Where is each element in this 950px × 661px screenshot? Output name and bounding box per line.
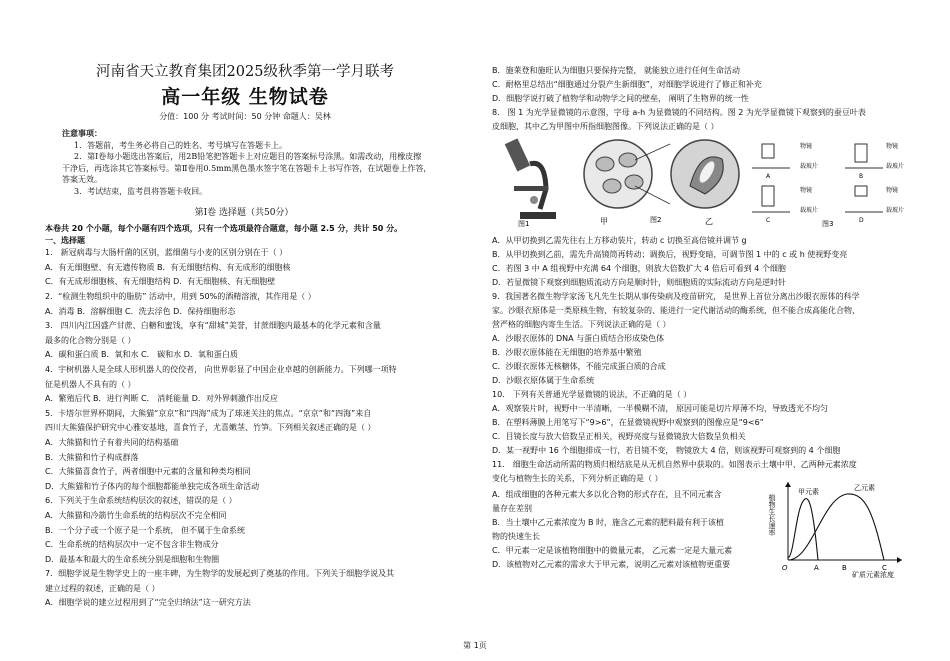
slide-label: 载玻片 bbox=[800, 207, 819, 214]
question-line: 4．宇树机器人是全球人形机器人的佼佼者， 向世界彰显了中国企业卓越的创新能力。下列哪一项特 bbox=[45, 364, 397, 374]
question-line: C．若图 3 中 A 组视野中充满 64 个细胞，则放大倍数扩大 4 倍后可看到 4 个细胞 bbox=[492, 264, 786, 273]
panel-d-label: D bbox=[859, 217, 864, 224]
graph-series-jia: 甲元素 bbox=[798, 488, 819, 496]
question-line: A．从甲切换到乙需先往右上方移动装片，转动 c 切换至高倍镜并调节 g bbox=[492, 236, 747, 245]
microscope-figures bbox=[500, 134, 905, 228]
question-line: D．该植物对乙元素的需求大于甲元素，说明乙元素对该植物更重要 bbox=[492, 560, 731, 569]
exam-meta: 分值：100 分 考试时间：50 分钟 命题人：吴林 bbox=[159, 112, 331, 121]
notice-item: 干净后，再选涂其它答案标号。第Ⅱ卷用0.5mm黑色墨水签字笔在答题卡上书写作答，在试题卷上作答， bbox=[62, 163, 432, 173]
graph-origin: O bbox=[782, 564, 788, 572]
question-line: 变化与植物生长的关系，下列分析正确的是（ ） bbox=[492, 474, 663, 483]
notice-item: 1．答题前，考生务必将自己的姓名、考号填写在答题卡上。 bbox=[74, 140, 288, 150]
question-line: C．甲元素一定是该植物细胞中的微量元素， 乙元素一定是大量元素 bbox=[492, 546, 733, 555]
slide-label: 载玻片 bbox=[886, 207, 905, 214]
question-line: A．细胞学说的建立过程用到了“完全归纳法”这一研究方法 bbox=[45, 598, 251, 608]
leaf-cells-diagram bbox=[584, 140, 739, 226]
question-line: D．沙眼衣原体属于生命系统 bbox=[492, 376, 595, 385]
right-question-list-mid bbox=[492, 234, 907, 486]
question-line: C．大熊猫喜食竹子，两者细胞中元素的含量和种类均相同 bbox=[45, 467, 251, 477]
question-line: B．施莱登和施旺认为细胞只要保持完整， 就能独立进行任何生命活动 bbox=[492, 66, 741, 75]
question-line: C．生命系统的结构层次中一定不包含非生物成分 bbox=[45, 540, 219, 550]
question-line: B．在塑料薄膜上用笔写下“9>6”，在显微镜视野中观察到的图像应是“9<6” bbox=[492, 418, 764, 427]
question-line: 2．“检测生物组织中的脂肪” 活动中，用到 50%的酒精溶液，其作用是（ ） bbox=[45, 292, 316, 302]
question-line: 9．我国著名微生物学家汤飞凡先生长期从事传染病及疫苗研究， 是世界上首位分离出沙眼衣原体的科学 bbox=[492, 292, 860, 301]
notice-item: 3．考试结束，监考員将答题卡收回。 bbox=[74, 186, 208, 196]
right-top bbox=[492, 64, 907, 134]
notice-item: 答案无效。 bbox=[62, 175, 102, 185]
question-line: 量存在差别 bbox=[492, 504, 532, 513]
question-line: 最多的化合物分别是（ ） bbox=[45, 335, 136, 345]
question-line: 11． 细胞生命活动所需的物质归根结底是从无机自然界中获取的。如图表示土壤中甲、乙两种元素浓度 bbox=[492, 460, 857, 469]
question-line: 5．卡塔尔世界杯期间，大熊猫“京京”和“四海”成为了球迷关注的焦点。“京京”和“四海”来自 bbox=[45, 408, 372, 418]
right-question-list-top bbox=[492, 64, 907, 134]
slide-label: 载玻片 bbox=[800, 163, 819, 170]
question-line: C．沙眼衣原体无核糖体，不能完成蛋白质的合成 bbox=[492, 362, 666, 371]
question-line: 建立过程的叙述，正确的是（ ） bbox=[45, 583, 160, 593]
part-label: 一、选择题 bbox=[45, 235, 85, 245]
question-line: A．大熊猫和冷箭竹生命系统的结构层次不完全相同 bbox=[45, 510, 227, 520]
series-yi-curve bbox=[788, 494, 884, 560]
question-line: 6．下列关于生命系统结构层次的叙述，错误的是（ ） bbox=[45, 496, 237, 506]
fig2-label: 图2 bbox=[650, 216, 662, 224]
question-line: D．大熊猫和竹子体内的每个细胞都能单独完成各项生命活动 bbox=[45, 481, 260, 491]
graph-tick-c: C bbox=[882, 564, 887, 572]
question-line: 1． 新冠病毒与大肠杆菌的区别，蓝细菌与小麦的区别分别在于（ ） bbox=[45, 248, 288, 258]
question-line: 物的快速生长 bbox=[492, 532, 540, 541]
question-line: B．从甲切换到乙前，需先升高镜筒再转动；调换后，视野变暗，可调节图 1 中的 c 或 h 使视野变亮 bbox=[492, 250, 848, 259]
right-bottom bbox=[492, 488, 782, 572]
question-line: A．大熊猫和竹子有着共同的结构基础 bbox=[45, 437, 179, 447]
question-line: B．大熊猫和竹子构成群落 bbox=[45, 452, 139, 462]
question-line: 7．细胞学说是生物学史上的一座丰碑，为生物学的发展起到了奠基的作用。下列关于细胞学说及其 bbox=[45, 569, 395, 579]
question-line: A．消毒 B．溶解细胞 C．洗去浮色 D．保持细胞形态 bbox=[45, 306, 236, 316]
panel-a-label: A bbox=[766, 173, 771, 180]
fig1-label: 图1 bbox=[518, 220, 530, 228]
question-line: D．最基本和最大的生命系统分别是细胞和生物圈 bbox=[45, 554, 220, 564]
objective-distance-diagram bbox=[752, 142, 904, 228]
question-line: 皮细胞，其中乙为甲图中所指细胞图像。下列说法正确的是（ ） bbox=[492, 122, 719, 131]
question-line: B．一个分子或一个原子是一个系统， 但不属于生命系统 bbox=[45, 525, 246, 535]
notice-block bbox=[62, 128, 442, 198]
question-line: 征是机器人不具有的（ ） bbox=[45, 379, 136, 389]
notice-item: 2．第Ⅰ卷每小题选出答案后，用2B铅笔把答题卡上对应题目的答案标号涂黑。如需改动，用橡皮擦 bbox=[74, 152, 422, 162]
section-title: 第Ⅰ卷 选择题（共50分） bbox=[194, 208, 294, 218]
objective-label: 物镜 bbox=[800, 143, 813, 150]
objective-label: 物镜 bbox=[800, 187, 813, 194]
panel-c-label: C bbox=[766, 217, 771, 224]
question-line: 营严格的细胞内寄生生活。下列说法正确的是（ ） bbox=[492, 320, 671, 329]
graph-y-label: 植物生长速率 bbox=[768, 494, 776, 536]
question-line: C．耐格里总结出“细胞通过分裂产生新细胞”，对细胞学说进行了修正和补充 bbox=[492, 80, 762, 89]
question-line: D．若显微镜下观察到细胞质流动方向是顺时针，则细胞质的实际流动方向是逆时针 bbox=[492, 278, 787, 287]
question-line: 8． 图 1 为光学显微镜的示意图，字母 a-h 为显微镜的不同结构。图 2 为光学显微镜下观察到的蚕豆叶表 bbox=[492, 108, 866, 117]
question-line: 10． 下列有关普通光学显微镜的说法，不正确的是（ ） bbox=[492, 390, 692, 399]
question-line: A．组成细胞的各种元素大多以化合物的形式存在，且不同元素含 bbox=[492, 490, 722, 499]
left-question-list bbox=[45, 246, 443, 611]
exam-title: 河南省天立教育集团2025级秋季第一学月联考 bbox=[96, 64, 394, 80]
question-line: D．细胞学说打破了植物学和动物学之间的壁垒， 阐明了生物界的统一性 bbox=[492, 94, 749, 103]
question-line: 四川大熊猫保护研究中心雅安基地，喜食竹子，尤喜嫩茎、竹笋。下列相关叙述正确的是（ ） bbox=[45, 423, 376, 433]
jia-label: 甲 bbox=[600, 217, 608, 226]
question-line: A．观察装片时，视野中一半清晰，一半模糊不清， 原因可能是切片厚薄不均，导致透光不均匀 bbox=[492, 404, 829, 413]
question-line: A．碳和蛋白质 B．氧和水 C． 碳和水 D．氧和蛋白质 bbox=[45, 350, 238, 360]
question-line: A．繁殖后代 B．进行判断 C． 消耗能量 D．对外界刺激作出反应 bbox=[45, 394, 278, 404]
objective-label: 物镜 bbox=[886, 187, 899, 194]
question-line: 3． 四川内江因盛产甘蔗、白糖和蜜饯，享有“甜城”美誉，甘蔗细胞内最基本的化学元素和含量 bbox=[45, 321, 381, 331]
exam-subject: 高一年级 生物试卷 bbox=[161, 86, 329, 108]
panel-b-label: B bbox=[859, 173, 864, 180]
question-line: C．目镜长度与放大倍数呈正相关，视野亮度与显微镜放大倍数呈负相关 bbox=[492, 432, 746, 441]
question-line: B．当土壤中乙元素浓度为 B 时，施含乙元素的肥料最有利于该植 bbox=[492, 518, 725, 527]
question-line: D．某一视野中 16 个细胞排成一行，若目镜不变， 物镜放大 4 倍，则该视野可观察到的 4 个细胞 bbox=[492, 446, 841, 455]
page-number: 第 1页 bbox=[463, 641, 487, 650]
right-question-list-bottom bbox=[492, 488, 782, 572]
fig3-label: 图3 bbox=[822, 220, 834, 228]
microscope-diagram bbox=[505, 138, 556, 228]
objective-label: 物镜 bbox=[886, 143, 899, 150]
question-line: 家。沙眼衣原体是一类原核生物，有较复杂的、能进行一定代谢活动的酶系统，但不能合成高能化合物， bbox=[492, 306, 860, 315]
question-line: A．有无细胞壁、有无遗传物质 B．有无细胞结构、有无成形的细胞核 bbox=[45, 262, 291, 272]
graph-tick-a: A bbox=[814, 564, 819, 572]
section-intro: 本卷共 20 个小题，每个小题有四个选项，只有一个选项最符合题意，每小题 2.5 分，共计 50 分。 bbox=[45, 224, 403, 234]
slide-label: 载玻片 bbox=[886, 163, 905, 170]
question-line: B．沙眼衣原体能在无细胞的培养基中繁殖 bbox=[492, 348, 642, 357]
question-line: A．沙眼衣原体的 DNA 与蛋白质结合形成染色体 bbox=[492, 334, 665, 343]
yi-label: 乙 bbox=[705, 217, 713, 226]
graph-x-label: 矿质元素浓度 bbox=[852, 571, 894, 578]
question-line: C．有无成形细胞核、有无细胞结构 D．有无细胞核、有无细胞壁 bbox=[45, 277, 276, 287]
graph-tick-b: B bbox=[842, 564, 847, 572]
graph-series-yi: 乙元素 bbox=[854, 484, 875, 492]
notice-title: 注意事项： bbox=[62, 128, 102, 138]
right-mid bbox=[492, 234, 907, 486]
element-growth-graph bbox=[762, 478, 912, 578]
section-one bbox=[45, 207, 443, 611]
